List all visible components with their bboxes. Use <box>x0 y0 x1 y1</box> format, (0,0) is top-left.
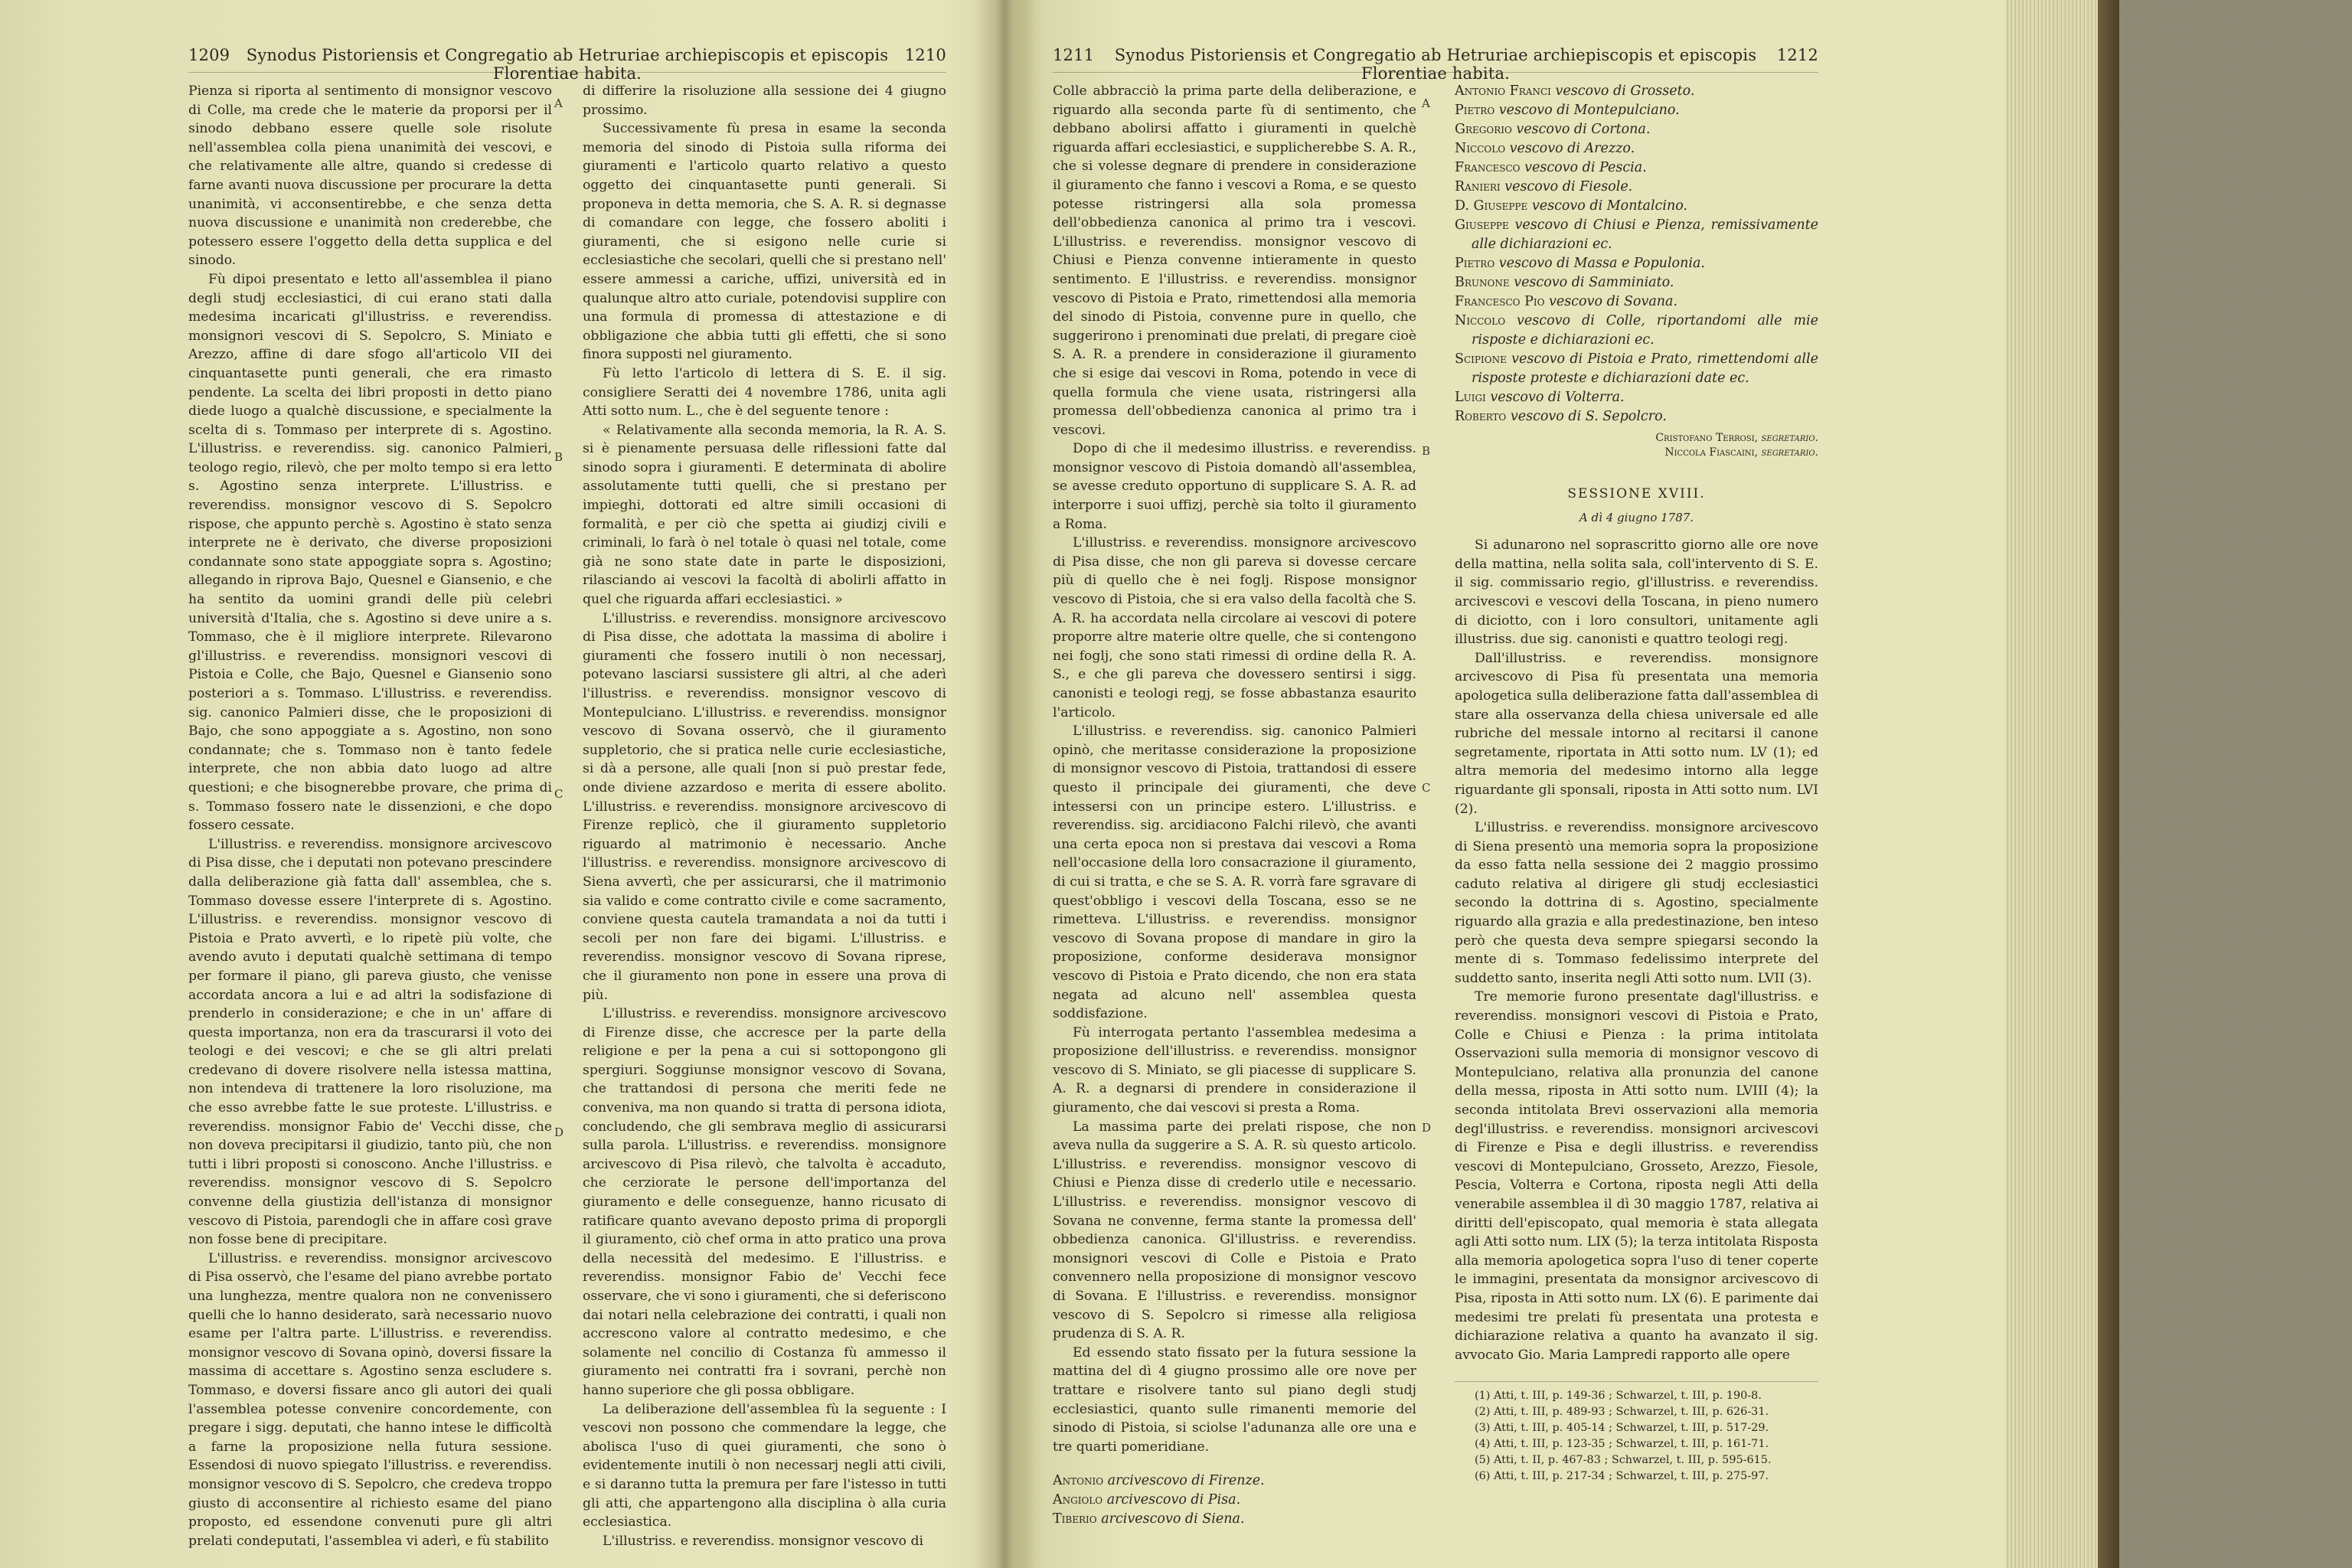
margin-letter: C <box>554 787 564 801</box>
signature: Niccolo vescovo di Arezzo. <box>1455 141 1635 156</box>
signature: Roberto vescovo di S. Sepolcro. <box>1455 409 1667 424</box>
signature: Gregorio vescovo di Cortona. <box>1455 122 1651 137</box>
signature: Antonio arcivescovo di Firenze. <box>1053 1473 1265 1489</box>
paragraph: Si adunarono nel soprascritto giorno alle ore nove della mattina, nella solita sala, coll'intervento di S. E. il sig. commissario regio, gl'illustriss. e reverendiss. arcivescovi e vescovi della Toscana, in pieno numero di diciotto, con i loro consultori, unitamente agli illustriss. due sig. canonisti e quattro teologi regj. <box>1455 537 1818 648</box>
paragraph: Ed essendo stato fissato per la futura sessione la mattina del dì 4 giugno prossimo alle ore nove per trattare e risolvere tanto sul piano degli studj ecclesiastici, quanto sulle rimanenti memorie del sinodo di Pistoia, si sciolse l'adunanza alle ore una e tre quarti pomeridiane. <box>1053 1344 1416 1455</box>
paragraph: L'illustriss. e reverendiss. monsignor vescovo di <box>603 1533 923 1549</box>
text-columns <box>188 82 946 1550</box>
margin-letter: A <box>1422 96 1430 110</box>
paragraph: L'illustriss. e reverendiss. monsignore arcivescovo di Pisa disse, che adottata la massima di abolire i giuramenti che fossero inutili ò non necessarj, potevano lasciarsi sussistere gli altri, al che aderì l'illustriss. e reverendiss. monsignor vescovo di Montepulciano. L'illustriss. e reverendiss. monsignor vescovo di Sovana osservò, che il giuramento suppletorio, che si pratica nelle curie ecclesiastiche, si dà a persone, alle quali [non si può prestar fede, onde diviene azzardoso e merita di essere abolito. L'illustriss. e reverendiss. monsignore arcivescovo di Firenze replicò, che il giuramento suppletorio riguardo al matrimonio è necessario. Anche l'illustriss. e reverendiss. monsignore arcivescovo di Siena avvertì, che per assicurarsi, che il matrimonio sia valido e come contratto civile e come sacramento, conviene questa cautela tramandata a noi da tutti i secoli per non fare dei bigami. L'illustriss. e reverendiss. monsignor vescovo di Sovana riprese, che il giuramento non pone in essere una prova di più. <box>583 610 946 1003</box>
signature: Niccolo vescovo di Colle, riportandomi alle mie risposte e dichiarazioni ec. <box>1455 313 1818 348</box>
signature: Ranieri vescovo di Fiesole. <box>1455 179 1633 194</box>
signature: Giuseppe vescovo di Chiusi e Pienza, remissivamente alle dichiarazioni ec. <box>1455 217 1818 252</box>
running-header-right <box>1053 46 1818 83</box>
margin-letter: B <box>1422 444 1431 458</box>
session-date: A dì 4 giugno 1787. <box>1579 510 1694 524</box>
signature: Pietro vescovo di Montepulciano. <box>1455 103 1680 118</box>
text-column <box>1053 82 1416 1529</box>
margin-letter: B <box>554 450 564 464</box>
paragraph: Pienza si riporta al sentimento di monsignor vescovo di Colle, ma crede che le materie da proporsi per il sinodo debbano essere quelle sole risolute nell'assemblea colla piena unanimità dei vescovi, e che relativamente alle altre, quando si credesse di farne avanti nuova discussione per procurare la detta unanimità, vi acconsentirebbe, e che senza detta nuova discussione e unanimità non crederebbe, che potessero essere l'oggetto della detta supplica e del sinodo. <box>188 83 552 269</box>
signature-block-bishops <box>1455 82 1818 426</box>
footnotes <box>1455 1381 1818 1485</box>
signature: Pietro vescovo di Massa e Populonia. <box>1455 256 1705 271</box>
paragraph: L'illustriss. e reverendiss. monsignore arcivescovo di Pisa disse, che i deputati non potevano prescindere dalla deliberazione già fatta dall' assemblea, che s. Tommaso dovesse essere l'interprete di s. Agostino. L'illustriss. e reverendiss. monsignor vescovo di Pistoia e Prato avvertì, e lo ripetè più volte, che avendo avuto i deputati qualchè settimana di tempo per formare il piano, gli pareva giusto, che venisse accordata ancora a lui e ad altri la sodisfazione di prenderlo in considerazione; e che in un' affare di questa importanza, non era da trascurarsi il voto dei teologi e dei vescovi; e che se gli altri prelati credevano di dovere risolvere nella istessa mattina, non intendeva di trattenere la loro risoluzione, ma che esso avrebbe fatte le sue proteste. L'illustriss. e reverendiss. monsignor Fabio de' Vecchi disse, che non doveva precipitarsi il giudizio, tanto più, che non tutti i libri proposti si conoscono. Anche l'illustriss. e reverendiss. monsignor vescovo di S. Sepolcro convenne della giustizia dell'istanza di monsignor vescovo di Pistoia, parendogli che in affare così grave non fosse bene di precipitare. <box>188 836 552 1248</box>
secretaries <box>1455 431 1818 460</box>
book-gutter <box>974 0 1035 1568</box>
text-column <box>1455 82 1818 1529</box>
right-page <box>1053 46 1818 1529</box>
paragraph: di differire la risoluzione alla sessione dei 4 giugno prossimo. <box>583 83 946 118</box>
margin-letter: A <box>554 96 563 110</box>
column-number: 1211 <box>1053 46 1095 64</box>
footnote: (5) Atti, t. II, p. 467-83 ; Schwarzel, t. III, p. 595-615. <box>1475 1454 1772 1467</box>
paragraph: La deliberazione dell'assemblea fù la seguente : I vescovi non possono che commendare la legge, che abolisca l'uso di quei giuramenti, che sono ò evidentemente inutili ò non necessarj negli atti civili, e si daranno tutta la premura per fare l'istesso in tutti gli atti, che appartengono alla disciplina ò alla curia ecclesiastica. <box>583 1401 946 1530</box>
left-page <box>188 46 946 1550</box>
paragraph: Tre memorie furono presentate dagl'illustriss. e reverendiss. monsignori vescovi di Pistoia e Prato, Colle e Chiusi e Pienza : la prima intitolata Osservazioni sulla memoria di monsignor vescovo di Montepulciano, relativa alla pronunzia del canone della messa, riposta in Atti sotto num. LVIII (4); la seconda intitolata Brevi osservazioni alla memoria degl'illustriss. e reverendiss. monsignori arcivescovi di Firenze e Pisa e degli illustriss. e reverendiss vescovi di Montepulciano, Grosseto, Arezzo, Fiesole, Pescia, Volterra e Cortona, riposta negli Atti della venerabile assemblea il dì 30 maggio 1787, relativa ai diritti dell'episcopato, qual memoria è stata allegata agli Atti sotto num. LIX (5); la terza intitolata Risposta alla memoria apologetica sopra l'uso di tener coperte le immagini, presentata da monsignor arcivescovo di Pisa, riposta in Atti sotto num. LX (6). E parimente dai medesimi tre prelati fù presentata una protesta e dichiarazione relativa a quanto ha avanzato il sig. avvocato Gio. Maria Lampredi rapporto alle opere <box>1455 989 1818 1363</box>
footnote: (1) Atti, t. III, p. 149-36 ; Schwarzel, t. III, p. 190-8. <box>1475 1390 1762 1403</box>
footnote: (2) Atti, t. III, p. 489-93 ; Schwarzel, t. III, p. 626-31. <box>1475 1406 1769 1419</box>
paragraph: Colle abbracciò la prima parte della deliberazione, e riguardo alla seconda parte fù di sentimento, che debbano abolirsi affatto i giuramenti in quelchè riguarda affari ecclesiastici, e supplicherebbe S. A. R., che si volesse degnare di prendere in considerazione il giuramento che fanno i vescovi a Roma, e se questo potesse ristringersi alla sola promessa dell'obbedienza canonica al primo tra i vescovi. L'illustriss. e reverendiss. monsignor vescovo di Chiusi e Pienza convenne intieramente in questo sentimento. E l'illustriss. e reverendiss. monsignor vescovo di Pistoia e Prato, rimettendosi alla memoria del sinodo di Pistoia, convenne pure in quello, che suggerirono i prenominati due prelati, di pregare cioè S. A. R. a prendere in considerazione il giuramento che si esige dai vescovi in Roma, potendo in vece di quella formula che viene usata, ristringersi alla promessa dell'obbedienza canonica al primo tra i vescovi. <box>1053 83 1416 438</box>
paragraph: L'illustriss. e reverendiss. monsignore arcivescovo di Pisa disse, che non gli pareva si dovesse cercare più di quello che è nei foglj. Rispose monsignor vescovo di Pistoia, che si era valso della facoltà che S. A. R. ha accordata nella circolare ai vescovi di potere proporre altre materie oltre quelle, che si contengono nei foglj, che sono stati rimessi di ordine della R. A. S., e che gli pareva che dovessero sentirsi i sigg. canonisti e teologi regj, se fosse abbastanza esaurito l'articolo. <box>1053 535 1416 720</box>
secretary-signature: Cristofano Terrosi, segretario. <box>1655 432 1818 444</box>
signature: Tiberio arcivescovo di Siena. <box>1053 1511 1245 1527</box>
signature: Francesco vescovo di Pescia. <box>1455 160 1647 175</box>
paragraph: L'illustriss. e reverendiss. monsignore arcivescovo di Siena presentò una memoria sopra la proposizione da esso fatta nella sessione dei 2 maggio prossimo caduto relativa al dirigere gli studj ecclesiastici secondo la dottrina di s. Agostino, specialmente riguardo alla grazia e alla predestinazione, ben inteso però che questa deva sempre spiegarsi secondo la mente di s. Tommaso fedelissimo interprete del suddetto santo, inserita negli Atti sotto num. LVII (3). <box>1455 820 1818 986</box>
running-title: Synodus Pistoriensis et Congregatio ab Hetruriae archiepiscopis et episcopis Florentiae habita. <box>1114 46 1757 83</box>
text-columns <box>1053 82 1818 1529</box>
running-title: Synodus Pistoriensis et Congregatio ab Hetruriae archiepiscopis et episcopis Florentiae habita. <box>246 46 889 83</box>
column-number: 1212 <box>1776 46 1818 64</box>
paragraph: Fù dipoi presentato e letto all'assemblea il piano degli studj ecclesiastici, di cui erano stati dalla medesima incaricati gl'illustriss. e reverendiss. monsignori vescovi di S. Sepolcro, S. Miniato e Arezzo, affine di dare sfogo all'articolo VII dei cinquantasette punti generali, che era rimasto pendente. La scelta dei libri proposti in detto piano diede luogo a qualchè discussione, e specialmente la scelta di s. Tommaso per interprete di s. Agostino. L'illustriss. e reverendiss. sig. canonico Palmieri, teologo regio, rilevò, che per molto tempo si era letto s. Agostino senza interprete. L'illustriss. e reverendiss. monsignor vescovo di S. Sepolcro rispose, che appunto perchè s. Agostino è stato senza interprete ne è derivato, che diverse proposizioni condannate sono state appoggiate sopra s. Agostino; allegando in riprova Bajo, Quesnel e Giansenio, e che ha sentito da uomini grandi delle più celebri università d'Italia, che s. Agostino si deve unire a s. Tommaso, che è il migliore interprete. Rilevarono gl'illustriss. e reverendiss. monsignori vescovi di Pistoia e Colle, che Bajo, Quesnel e Giansenio sono posteriori a s. Tommaso. L'illustriss. e reverendiss. sig. canonico Palmieri disse, che le proposizioni di Bajo, che sono appoggiate a s. Agostino, non sono condannate; che s. Tommaso non è tanto fedele interprete, che non abbia dato luogo ad altre questioni; e che bisognerebbe provare, che prima di s. Tommaso fossero nate le dissenzioni, e che dopo fossero cessate. <box>188 271 552 834</box>
footnote: (4) Atti, t. III, p. 123-35 ; Schwarzel, t. III, p. 161-71. <box>1475 1438 1769 1451</box>
running-header-left <box>188 46 946 83</box>
paragraph: Successivamente fù presa in esame la seconda memoria del sinodo di Pistoia sulla riforma dei giuramenti e l'articolo quarto relativo a questo oggetto dei cinquantasette punti generali. Si proponeva in detta memoria, che S. A. R. si degnasse di comandare con legge, che fossero aboliti i giuramenti, che si esigono nelle curie si ecclesiastiche che secolari, quelli che si prestano nell' essere ammessi a cariche, uffizi, università ed in qualunque altro atto curiale, potendovisi supplire con una formula di promessa di attestazione e di obbligazione che abbia tutti gli effetti, che si sono finora supposti nel giuramento. <box>583 121 946 363</box>
text-column <box>583 82 946 1550</box>
paragraph: L'illustriss. e reverendiss. monsignor arcivescovo di Pisa osservò, che l'esame del piano avrebbe portato una lunghezza, mentre qualora non ne convenissero quelli che lo hanno desiderato, sarà necessario nuovo esame per l'altra parte. L'illustriss. e reverendiss. monsignor vescovo di Sovana opinò, doversi fissare la massima di accettare s. Agostino senza escludere s. Tommaso, e doversi fissare anco gli autori dei quali l'assemblea potesse convenire concordemente, con pregare i sigg. deputati, che hanno intese le difficoltà a farne la proposizione nella futura sessione. Essendosi di nuovo spiegato l'illustriss. e reverendiss. monsignor vescovo di S. Sepolcro, che credeva troppo giusto di acconsentire al richiesto esame del piano proposto, ed essendone convenuti pure gli altri prelati condeputati, l'assemblea vi aderì, e fù stabilito <box>188 1250 552 1549</box>
page-edges <box>2006 0 2098 1568</box>
signature: Antonio Franci vescovo di Grosseto. <box>1455 83 1695 99</box>
text-column <box>188 82 552 1550</box>
paragraph: L'illustriss. e reverendiss. sig. canonico Palmieri opinò, che meritasse considerazione la proposizione di monsignor vescovo di Pistoia, trattandosi di essere questo il principale dei giuramenti, che deve intessersi con un principe estero. L'illustriss. e reverendiss. sig. arcidiacono Falchi rilevò, che avanti una certa epoca non si prestava dai vescovi a Roma nell'occasione della loro consacrazione il giuramento, di cui si tratta, e che se S. A. R. vorrà fare sgravare di quest'obbligo i vescovi della Toscana, esso se ne rimetteva. L'illustriss. e reverendiss. monsignor vescovo di Sovana propose di mandare in giro la proposizione, conforme desiderava monsignor vescovo di Pistoia e Prato dicendo, che non era stata negata ad alcuno nell' assemblea questa soddisfazione. <box>1053 724 1416 1022</box>
margin-letter: D <box>554 1125 564 1139</box>
paragraph: Dopo di che il medesimo illustriss. e reverendiss. monsignor vescovo di Pistoia domandò all'assemblea, se avesse creduto opportuno di supplicare S. A. R. ad interporre i suoi uffizj, perchè sia tolto il giuramento a Roma. <box>1053 441 1416 532</box>
background-blotter <box>2119 0 2352 1568</box>
signature: Francesco Pio vescovo di Sovana. <box>1455 294 1678 309</box>
paragraph: « Relativamente alla seconda memoria, la R. A. S. si è pienamente persuasa delle riflessioni fatte dal sinodo sopra i giuramenti. E determinata di abolire assolutamente tutti quelli, che si prestano per impieghi, dottorati ed altre simili occasioni di formalità, e per ciò che spetta ai giudizj civili e criminali, lo farà ò nel totale ò quasi nel totale, come già ne sono state date in parte le disposizioni, rilasciando ai vescovi la facoltà di abolirli affatto in quel che riguarda affari ecclesiastici. » <box>583 422 946 608</box>
paragraph: Fù interrogata pertanto l'assemblea medesima a proposizione dell'illustriss. e reverendiss. monsignor vescovo di S. Miniato, se gli piacesse di supplicare S. A. R. a degnarsi di prendere in considerazione il giuramento, che dai vescovi si presta a Roma. <box>1053 1024 1416 1116</box>
paragraph: Fù letto l'articolo di lettera di S. E. il sig. consigliere Seratti dei 4 novembre 1786, unita agli Atti sotto num. L., che è del seguente tenore : <box>583 365 946 420</box>
signature: D. Giuseppe vescovo di Montalcino. <box>1455 198 1687 214</box>
signature: Angiolo arcivescovo di Pisa. <box>1053 1492 1241 1508</box>
column-number: 1210 <box>904 46 946 64</box>
signature: Luigi vescovo di Volterra. <box>1455 390 1625 405</box>
session-heading: SESSIONE XVIII. <box>1567 486 1706 501</box>
signature: Brunone vescovo di Samminiato. <box>1455 275 1674 290</box>
signature: Scipione vescovo di Pistoia e Prato, rimettendomi alle risposte proteste e dichiarazioni date ec. <box>1455 351 1818 386</box>
margin-letter: C <box>1422 781 1431 795</box>
paragraph: Dall'illustriss. e reverendiss. monsignore arcivescovo di Pisa fù presentata una memoria apologetica sulla deliberazione fatta dall'assemblea di stare alla osservanza della chiesa universale ed alle rubriche del messale intorno al recitarsi il canone segretamente, riportata in Atti sotto num. LV (1); ed altra memoria del medesimo intorno alla legge riguardante gli sponsali, riposta in Atti sotto num. LVI (2). <box>1455 650 1818 817</box>
column-number: 1209 <box>188 46 230 64</box>
paragraph: La massima parte dei prelati rispose, che non aveva nulla da suggerire a S. A. R. sù questo articolo. L'illustriss. e reverendiss. monsignor vescovo di Chiusi e Pienza disse di crederlo utile e necessario. L'illustriss. e reverendiss. monsignor vescovo di Sovana ne convenne, ferma stante la promessa dell' obbedienza canonica. Gl'illustriss. e reverendiss. monsignori vescovi di Colle e Pistoia e Prato convennero nella proposizione di monsignor vescovo di Sovana. E l'illustriss. e reverendiss. monsignor vescovo di S. Sepolcro si rimesse alla religiosa prudenza di S. A. R. <box>1053 1119 1416 1342</box>
footnote: (3) Atti, t. III, p. 405-14 ; Schwarzel, t. III, p. 517-29. <box>1475 1422 1769 1435</box>
footnote: (6) Atti, t. III, p. 217-34 ; Schwarzel, t. III, p. 275-97. <box>1475 1470 1769 1483</box>
book-cover-board <box>2098 0 2119 1568</box>
margin-letter: D <box>1422 1121 1432 1135</box>
paragraph: L'illustriss. e reverendiss. monsignore arcivescovo di Firenze disse, che accresce per la parte della religione e per la pena a cui si sottopongono gli spergiuri. Soggiunse monsignor vescovo di Sovana, che trattandosi di persona che meriti fede ne conveniva, ma non quando si tratta di persona idiota, concludendo, che gli sembrava meglio di assicurarsi sulla parola. L'illustriss. e reverendiss. monsignore arcivescovo di Pisa rilevò, che talvolta è accaduto, che cerziorate le persone dell'importanza del giuramento e delle conseguenze, hanno ricusato di ratificare quanto avevano deposto prima di proporgli il giuramento, ciò chef orma in atto pratico una prova della necessità del medesimo. E l'illustriss. e reverendiss. monsignor Fabio de' Vecchi fece osservare, che vi sono i giuramenti, che si deferiscono dai notari nella celebrazione dei contratti, i quali non accrescono valore al contratto medesimo, e che solamente nel concilio di Costanza fù ammesso il giuramento nei contratti fra i sovrani, perchè non hanno superiore che gli possa obbligare. <box>583 1006 946 1398</box>
signature-block-archbishops <box>1053 1472 1416 1529</box>
secretary-signature: Niccola Fiascaini, segretario. <box>1664 446 1818 459</box>
